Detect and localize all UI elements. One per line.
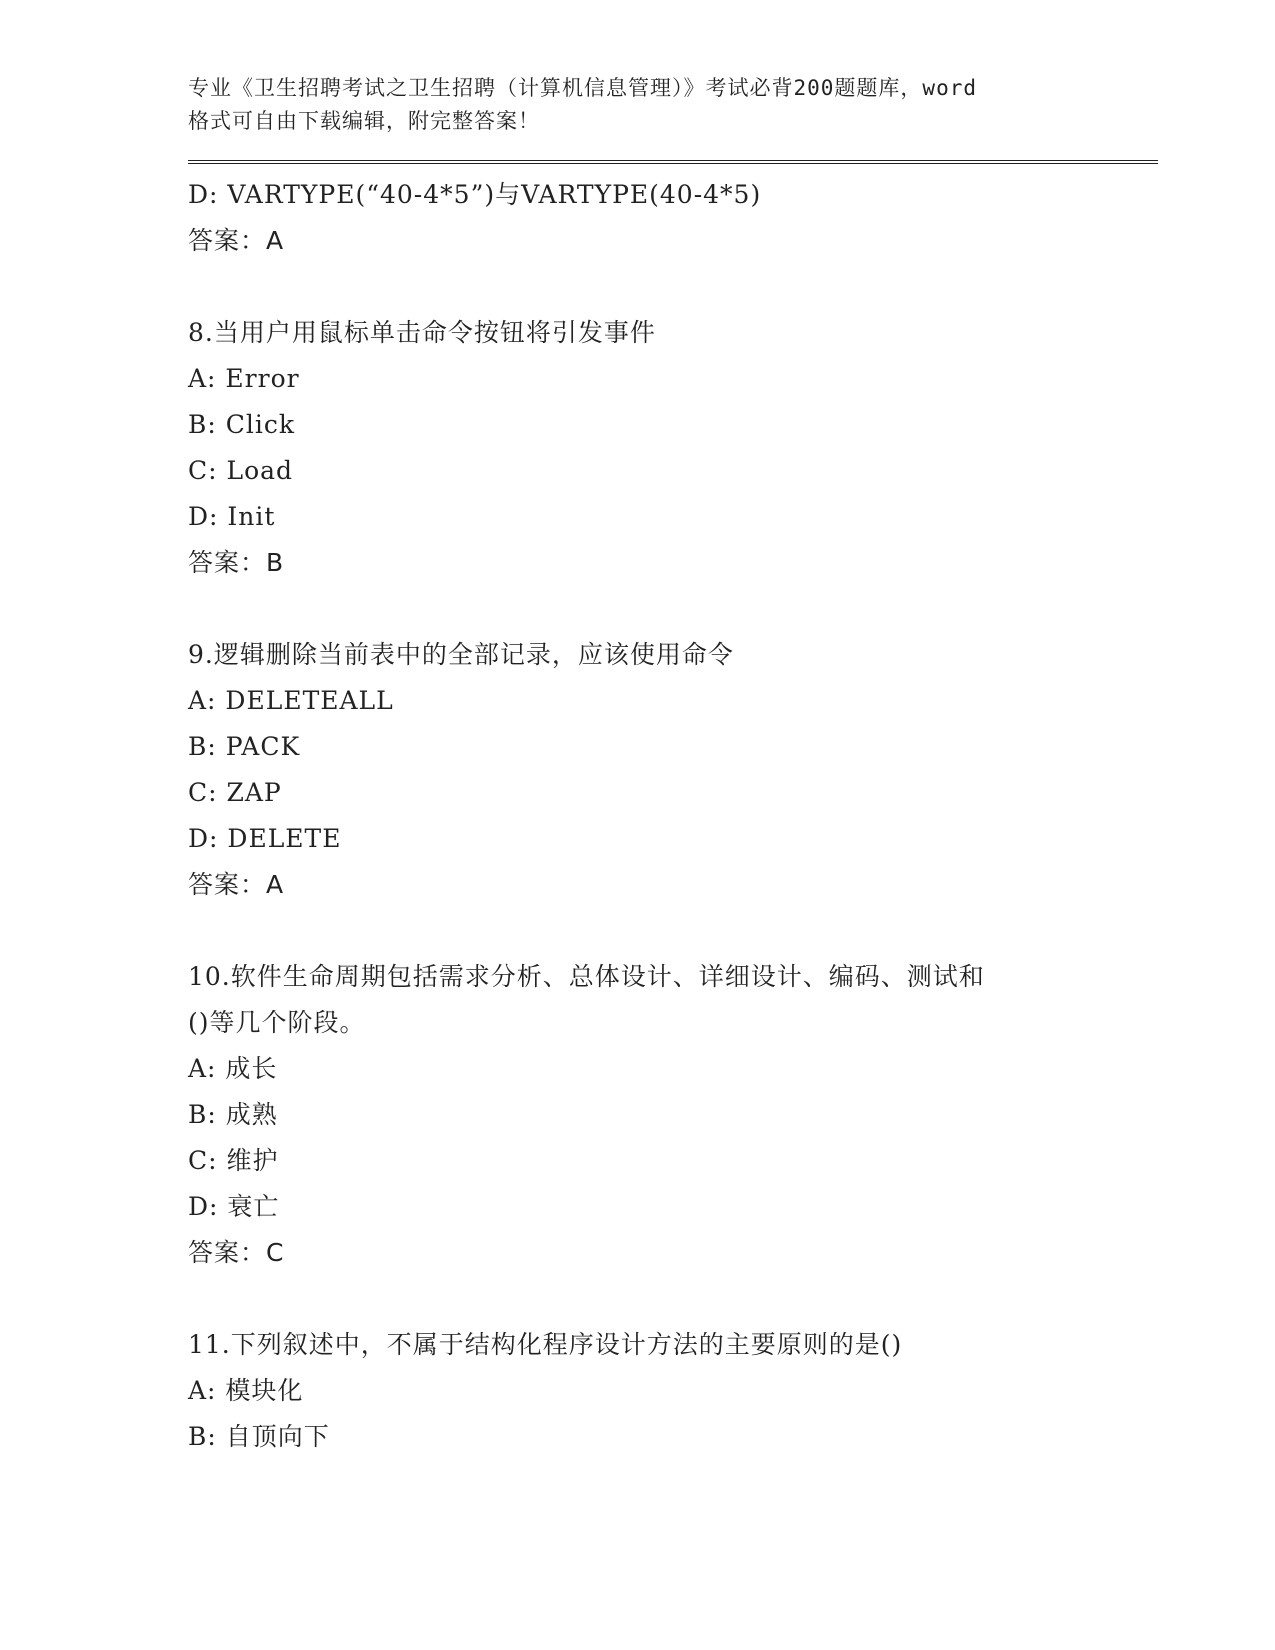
answer: 答案：B [188,548,285,577]
document-page [188,72,1158,1460]
option-b: B: Click [188,410,296,439]
answer: 答案：C [188,1238,285,1267]
question-11 [188,1322,1158,1460]
question-title: 9.逻辑删除当前表中的全部记录，应该使用命令 [188,640,734,669]
question-7-tail [188,172,1158,264]
option-a: A: 成长 [188,1054,278,1083]
option-d: D: Init [188,502,276,531]
option-d: D: VARTYPE(“40-4*5”)与VARTYPE(40-4*5) [188,180,762,209]
question-title-line-1: 10.软件生命周期包括需求分析、总体设计、详细设计、编码、测试和 [188,962,985,991]
option-a: A: Error [188,364,300,393]
question-10 [188,954,1158,1276]
header-divider [188,160,1158,164]
document-intro [188,72,1088,138]
question-title-line-2: ()等几个阶段。 [188,1008,366,1037]
question-title: 8.当用户用鼠标单击命令按钮将引发事件 [188,318,656,347]
question-8 [188,310,1158,586]
question-list [188,172,1158,1460]
option-a: A: 模块化 [188,1376,304,1405]
option-d: D: 衰亡 [188,1192,280,1221]
option-b: B: PACK [188,732,301,761]
intro-line-2: 格式可自由下载编辑，附完整答案！ [188,109,540,133]
option-c: C: ZAP [188,778,282,807]
answer: 答案：A [188,870,285,899]
option-b: B: 成熟 [188,1100,278,1129]
option-c: C: Load [188,456,294,485]
option-d: D: DELETE [188,824,342,853]
option-a: A: DELETEALL [188,686,394,715]
answer: 答案：A [188,226,285,255]
option-b: B: 自顶向下 [188,1422,330,1451]
question-title: 11.下列叙述中，不属于结构化程序设计方法的主要原则的是() [188,1330,903,1359]
option-c: C: 维护 [188,1146,279,1175]
intro-line-1: 专业《卫生招聘考试之卫生招聘（计算机信息管理）》考试必背200题题库，word [188,76,977,100]
question-9 [188,632,1158,908]
